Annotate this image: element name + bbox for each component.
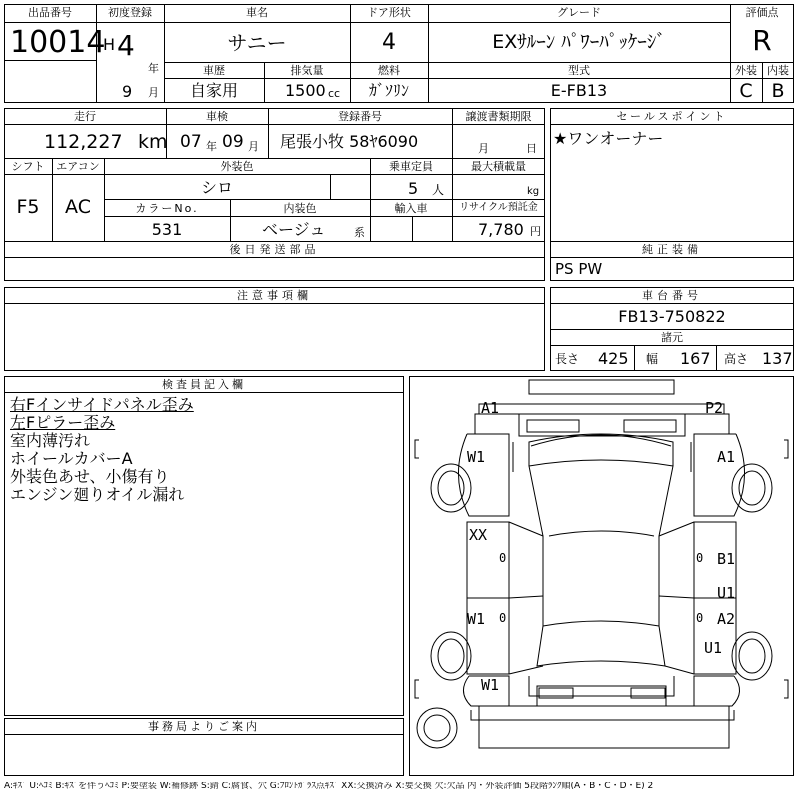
legend: A:ｷｽﾞ U:ﾍｺﾐ B:ｷｽﾞを伴うﾍｺﾐ P:要塗装 W:補修跡 S:錆 C:腐食、穴 G:ﾌﾛﾝﾄｶﾞﾗｽ点ｷｽﾞ XX:交換済み X:要交換 欠:欠品 内・外装評価 5段階ﾗﾝｸ順(A・B・C・D・E) 2	[4, 782, 654, 791]
doors-value: 4	[382, 30, 396, 55]
ext-score: C	[739, 80, 753, 102]
inspector-notes	[10, 396, 194, 504]
inspection-label: 車検	[206, 110, 228, 123]
genuine-equipment-label: 純正装備	[642, 243, 702, 256]
capacity-unit: 人	[432, 183, 445, 197]
mark-right-door-front: B1	[717, 550, 736, 568]
mark-right-rear-upper: A2	[717, 610, 736, 628]
int-score: B	[771, 80, 785, 102]
inspection-month: 09	[222, 132, 244, 152]
history-label: 車歴	[203, 64, 225, 77]
score-label: 評価点	[745, 6, 779, 19]
transfer-docs-month-unit: 月	[478, 142, 489, 155]
first-reg-label: 初度登録	[108, 6, 152, 19]
color-value: シロ	[200, 178, 233, 197]
height-value: 137	[762, 349, 793, 368]
plate-label: 登録番号	[338, 110, 382, 123]
capacity-label: 乗車定員	[389, 160, 433, 173]
aircon-value: AC	[65, 196, 91, 218]
capacity-value: 5	[408, 179, 419, 198]
fuel-label: 燃料	[378, 64, 400, 77]
lot-number: 10014	[10, 25, 106, 60]
length-label: 長さ	[555, 352, 580, 366]
mark-front-left: A1	[481, 399, 500, 417]
color-label: 外装色	[220, 160, 254, 173]
recycle-value: 7,780	[478, 220, 524, 239]
first-reg-year: 4	[117, 29, 135, 62]
recycle-unit: 円	[530, 225, 541, 238]
displacement-value: 1500	[285, 81, 326, 100]
car-name-label: 車名	[246, 6, 268, 19]
transfer-docs-day-unit: 日	[526, 142, 537, 155]
interior-color-label: 内装色	[283, 202, 317, 215]
aircon-label: エアコン	[56, 160, 100, 173]
transfer-docs-label: 譲渡書類期限	[465, 110, 532, 123]
mark-right-door-rear: U1	[717, 584, 736, 602]
sales-points-label: セールスポイント	[616, 110, 728, 123]
inspector-note: 室内薄汚れ	[10, 431, 91, 450]
mark-right-rear-zero: 0	[696, 611, 704, 625]
mark-front-right: P2	[705, 399, 724, 417]
inspector-note: 左Fピラー歪み	[10, 413, 116, 432]
lot-label: 出品番号	[28, 6, 72, 19]
first-reg-era: H	[103, 35, 116, 54]
mark-right-front: A1	[717, 448, 736, 466]
inspection-year-unit: 年	[206, 140, 217, 153]
score-value: R	[752, 24, 772, 57]
mark-right-rear: U1	[704, 639, 723, 657]
recycle-label: リサイクル預託金	[459, 202, 538, 213]
later-parts-label: 後日発送部品	[229, 243, 320, 256]
shift-label: シフト	[11, 160, 45, 173]
first-reg-month-unit: 月	[148, 86, 159, 99]
doors-label: ドア形状	[367, 6, 411, 19]
notes-label: 注意事項欄	[237, 289, 312, 302]
max-load-unit: kg	[527, 186, 540, 197]
import-label: 輸入車	[394, 202, 428, 215]
grade-value: EXｻﾙｰﾝ ﾊﾟﾜｰﾊﾟｯｹｰｼﾞ	[492, 31, 666, 53]
displacement-label: 排気量	[290, 64, 324, 77]
model-value: E-FB13	[550, 81, 608, 100]
width-value: 167	[680, 349, 711, 368]
grade-label: グレード	[557, 6, 601, 19]
history-value: 自家用	[189, 81, 238, 100]
color-no-value: 531	[151, 220, 183, 239]
first-reg-month: 9	[122, 82, 133, 101]
mark-rear-left: W1	[481, 676, 500, 694]
chassis-value: FB13-750822	[618, 307, 726, 326]
height-label: 高さ	[724, 352, 749, 366]
chassis-label: 車台番号	[642, 289, 702, 302]
sales-points-value: ★ワンオーナー	[553, 129, 664, 148]
mark-left-front-wheel: W1	[467, 448, 486, 466]
inspector-note: 右Fインサイドパネル歪み	[10, 395, 194, 414]
office-label: 事務局よりご案内	[148, 720, 260, 733]
mark-left-rear-wheel: W1	[467, 610, 486, 628]
inspector-note: 外装色あせ、小傷有り	[10, 467, 170, 486]
car-name: サニー	[227, 31, 287, 55]
mark-left-door: XX	[469, 526, 488, 544]
inspector-note: エンジン廻りオイル漏れ	[10, 485, 185, 504]
car-diagram	[409, 376, 794, 776]
width-label: 幅	[646, 352, 659, 366]
dimensions-label: 諸元	[661, 331, 683, 344]
model-label: 型式	[568, 64, 590, 77]
mark-left-rear-zero: 0	[499, 611, 507, 625]
inspection-month-unit: 月	[248, 140, 259, 153]
mark-left-door-zero: 0	[499, 551, 507, 565]
inspector-note: ホイールカバーA	[10, 449, 133, 468]
length-value: 425	[598, 349, 629, 368]
fuel-value: ｶﾞｿﾘﾝ	[368, 81, 409, 100]
mileage-unit: km	[138, 131, 168, 153]
int-score-label: 内装	[767, 64, 789, 77]
displacement-unit: cc	[328, 87, 341, 100]
mileage-label: 走行	[74, 110, 96, 123]
genuine-equipment-value: PS PW	[555, 260, 603, 278]
color-no-label: カラーNo.	[135, 202, 199, 215]
max-load-label: 最大積載量	[471, 160, 526, 173]
inspection-year: 07	[180, 132, 202, 152]
shift-value: F5	[16, 196, 40, 218]
mark-right-door-zero: 0	[696, 551, 704, 565]
mileage-value: 112,227	[44, 131, 123, 153]
first-reg-year-unit: 年	[148, 62, 159, 75]
interior-color-value: ベージュ	[262, 220, 326, 239]
interior-color-suffix: 系	[354, 226, 365, 239]
plate-value: 尾張小牧 58ﾔ6090	[280, 132, 419, 151]
inspector-label: 検査員記入欄	[162, 378, 246, 391]
ext-score-label: 外装	[735, 64, 757, 77]
